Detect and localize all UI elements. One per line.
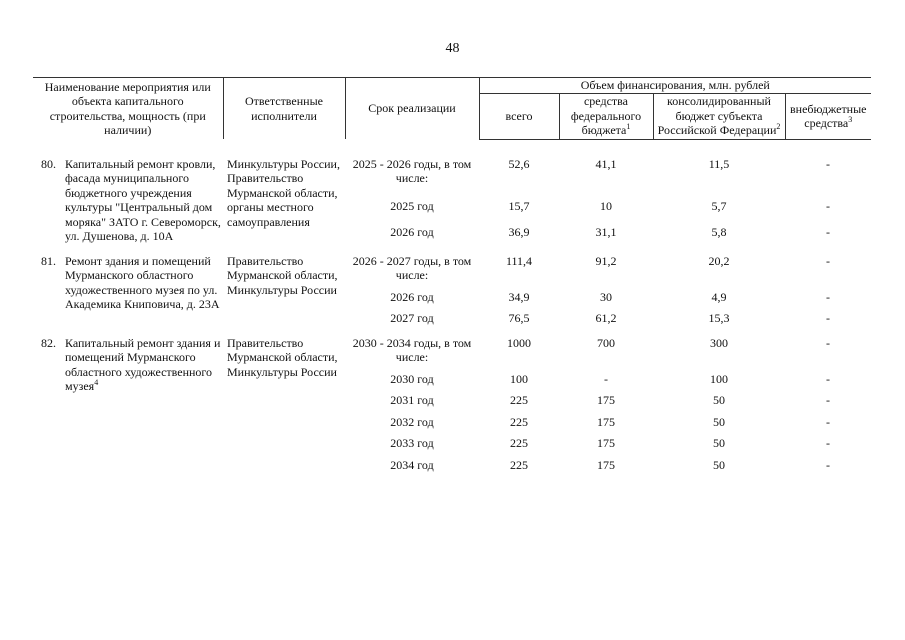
extrabudget-value: - (826, 224, 830, 239)
footnote-mark: 4 (94, 378, 99, 387)
row-gap (33, 244, 871, 254)
regional-value: 4,9 (711, 289, 727, 304)
project-name: Капитальный ремонт здания и помещений Мурманского областного художественного музея$^4$ (65, 335, 221, 393)
total-value: 15,7 (508, 198, 530, 213)
term: 2026 год (390, 289, 434, 304)
term: 2031 год (390, 393, 434, 407)
term: 2025 - 2026 годы, в том числе: (352, 156, 472, 185)
extrabudget-value: - (826, 393, 830, 407)
header-regional: консолидированный бюджет субъекта Российской Федерации$^2$ (653, 93, 785, 139)
term: 2032 год (390, 414, 434, 429)
project-name: Ремонт здания и помещений Мурманского областного художественного музея по ул. Академика Книповича, д. 23А (65, 253, 220, 311)
project-name: Капитальный ремонт кровли, фасада муниципального бюджетного учреждения культуры "Центральный дом моряка" ЗАТО г. Североморск, ул. Душенова, д. 10А (65, 156, 221, 243)
table-body (33, 139, 871, 472)
header-name: Наименование мероприятия или объекта капитального строительства, мощность (при наличии) (33, 78, 223, 140)
extrabudget-value: - (826, 156, 830, 171)
total-value: 225 (510, 414, 528, 429)
regional-value: 5,7 (711, 198, 727, 213)
extrabudget-value: - (826, 253, 830, 268)
regional-value: 15,3 (708, 311, 730, 325)
total-value: 34,9 (508, 289, 530, 304)
term: 2026 год (390, 224, 434, 239)
total-value: 225 (510, 393, 528, 407)
federal-value: 31,1 (595, 224, 617, 239)
total-value: 100 (510, 371, 528, 386)
regional-value: 11,5 (708, 156, 730, 171)
term: 2026 - 2027 годы, в том числе: (352, 253, 472, 282)
federal-value: 175 (597, 436, 615, 450)
header-financing: Объем финансирования, млн. рублей (479, 78, 871, 94)
total-value: 1000 (507, 335, 531, 350)
regional-value: 50 (713, 436, 725, 450)
total-value: 225 (510, 457, 528, 472)
total-value: 111,4 (505, 253, 533, 268)
total-value: 225 (510, 436, 528, 450)
row-number: 81. (41, 253, 56, 268)
extrabudget-value: - (826, 289, 830, 304)
extrabudget-value: - (826, 457, 830, 472)
term: 2034 год (390, 457, 434, 472)
regional-value: 20,2 (708, 253, 730, 268)
table-row (33, 254, 871, 283)
header-federal: средства федерального бюджета$^1$ (559, 93, 653, 139)
extrabudget-value: - (826, 436, 830, 450)
regional-value: 50 (713, 414, 725, 429)
federal-value: 175 (597, 457, 615, 472)
table-row (33, 157, 871, 192)
row-number: 82. (41, 335, 56, 350)
header-extrabudget: внебюджетные средства$^3$ (785, 93, 871, 139)
executors: Минкультуры России, Правительство Мурманской области, органы местного самоуправления (227, 156, 340, 229)
extrabudget-value: - (826, 335, 830, 350)
term: 2030 - 2034 годы, в том числе: (352, 335, 472, 364)
regional-value: 100 (710, 371, 728, 386)
regional-value: 300 (710, 335, 728, 350)
term: 2033 год (390, 436, 434, 450)
row-gap (33, 326, 871, 336)
federal-value: 91,2 (595, 253, 617, 268)
total-value: 52,6 (508, 156, 530, 171)
extrabudget-value: - (826, 371, 830, 386)
header-term: Срок реализации (345, 78, 479, 140)
regional-value: 5,8 (711, 224, 727, 239)
federal-value: - (604, 371, 608, 386)
executors: Правительство Мурманской области, Минкультуры России (227, 335, 338, 379)
header-executors: Ответственные исполнители (223, 78, 345, 140)
federal-value: 61,2 (595, 311, 617, 325)
federal-value: 10 (600, 198, 612, 213)
page-number: 48 (445, 41, 460, 56)
federal-value: 41,1 (595, 156, 617, 171)
financing-table (33, 77, 871, 472)
regional-value: 50 (713, 457, 725, 472)
total-value: 36,9 (508, 224, 530, 239)
federal-value: 30 (600, 289, 612, 304)
term: 2025 год (390, 198, 434, 213)
regional-value: 50 (713, 393, 725, 407)
federal-value: 700 (597, 335, 615, 350)
federal-value: 175 (597, 393, 615, 407)
executors: Правительство Мурманской области, Минкультуры России (227, 253, 338, 297)
table-header (33, 78, 871, 140)
extrabudget-value: - (826, 414, 830, 429)
total-value: 76,5 (508, 311, 530, 325)
header-total: всего (479, 93, 559, 139)
table-row (33, 336, 871, 365)
extrabudget-value: - (826, 311, 830, 325)
extrabudget-value: - (826, 198, 830, 213)
term: 2027 год (390, 311, 434, 325)
term: 2030 год (390, 371, 434, 386)
federal-value: 175 (597, 414, 615, 429)
row-number: 80. (41, 156, 56, 171)
